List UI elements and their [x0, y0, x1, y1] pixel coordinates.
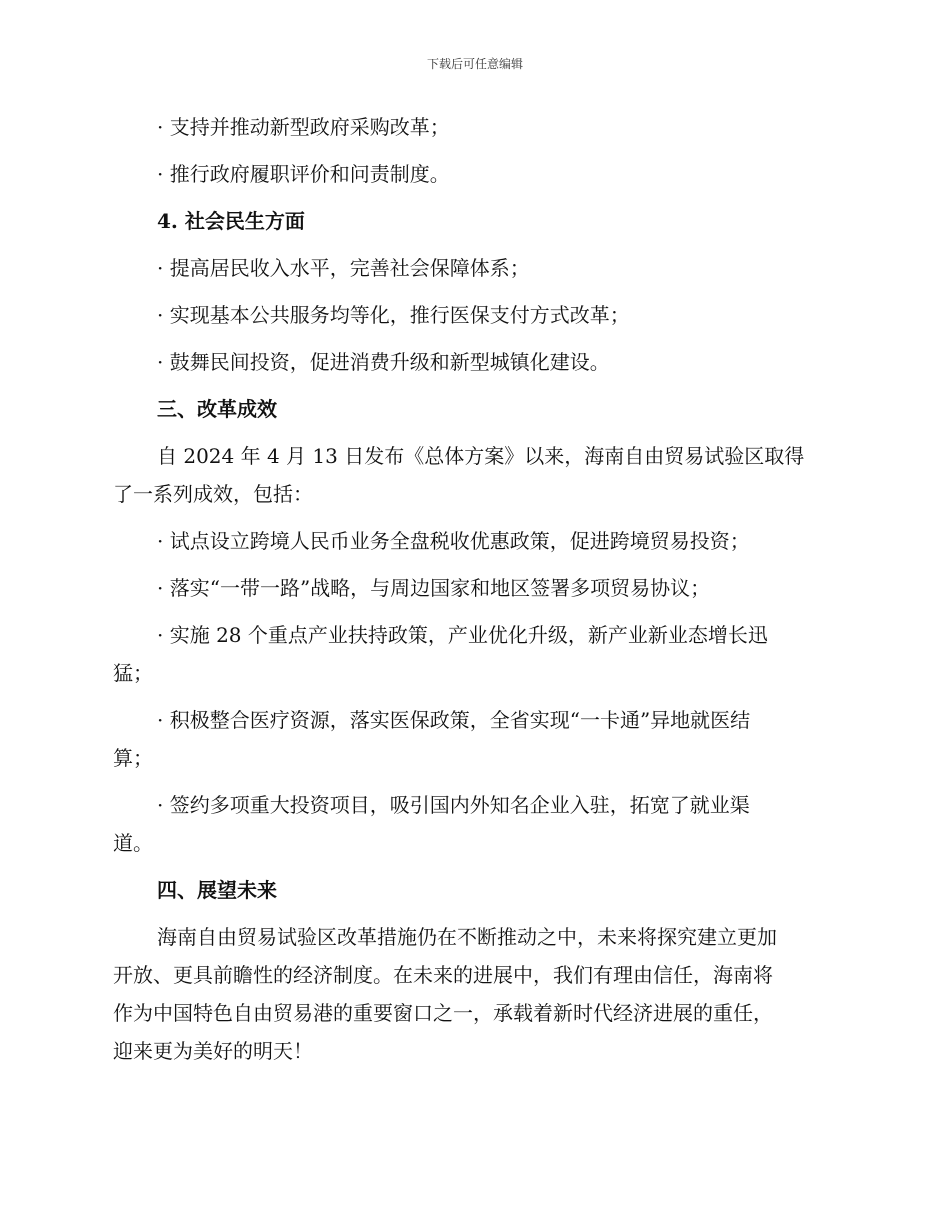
document-body — [113, 108, 833, 1079]
paragraph-line: · 积极整合医疗资源，落实医保政策，全省实现“一卡通”异地就医结 — [157, 708, 751, 732]
paragraph-line: 迎来更为美好的明天！ — [113, 1039, 313, 1063]
paragraph-line: 了一系列成效，包括： — [113, 482, 313, 506]
paragraph-line: · 试点设立跨境人民币业务全盘税收优惠政策，促进跨境贸易投资； — [157, 529, 750, 553]
section-heading: 三、改革成效 — [157, 397, 277, 421]
result-item — [113, 522, 833, 560]
paragraph-line: 开放、更具前瞻性的经济制度。在未来的进展中，我们有理由信任，海南将 — [113, 963, 773, 987]
paragraph-line: 海南自由贸易试验区改革措施仍在不断推动之中，未来将探究建立更加 — [157, 925, 777, 949]
section-heading: 四、展望未来 — [157, 878, 277, 902]
bullet-item: · 支持并推动新型政府采购改革； — [157, 115, 450, 139]
future-paragraph — [113, 918, 833, 1070]
paragraph-line: · 落实“一带一路”战略，与周边国家和地区签署多项贸易协议； — [157, 576, 711, 600]
intro-paragraph — [113, 437, 833, 513]
paragraph-line: 自 2024 年 4 月 13 日发布《总体方案》以来，海南自由贸易试验区取得 — [157, 444, 805, 468]
bullet-item: · 推行政府履职评价和问责制度。 — [157, 162, 450, 186]
paragraph-line: · 签约多项重大投资项目，吸引国内外知名企业入驻，拓宽了就业渠 — [157, 793, 750, 817]
result-item — [113, 701, 833, 777]
page-header: 下载后可任意编辑 — [426, 57, 523, 71]
result-item — [113, 616, 833, 692]
bullet-item: · 实现基本公共服务均等化，推行医保支付方式改革； — [157, 303, 630, 327]
bullet-item: · 鼓舞民间投资，促进消费升级和新型城镇化建设。 — [157, 350, 610, 374]
result-item — [113, 569, 833, 607]
paragraph-line: 作为中国特色自由贸易港的重要窗口之一，承载着新时代经济进展的重任， — [113, 1001, 773, 1025]
result-item — [113, 786, 833, 862]
paragraph-line: 猛； — [113, 661, 153, 685]
paragraph-line: · 实施 28 个重点产业扶持政策，产业优化升级，新产业新业态增长迅 — [157, 623, 768, 647]
section-heading: 4. 社会民生方面 — [157, 209, 305, 233]
paragraph-line: 道。 — [113, 831, 153, 855]
bullet-item: · 提高居民收入水平，完善社会保障体系； — [157, 256, 530, 280]
paragraph-line: 算； — [113, 746, 153, 770]
